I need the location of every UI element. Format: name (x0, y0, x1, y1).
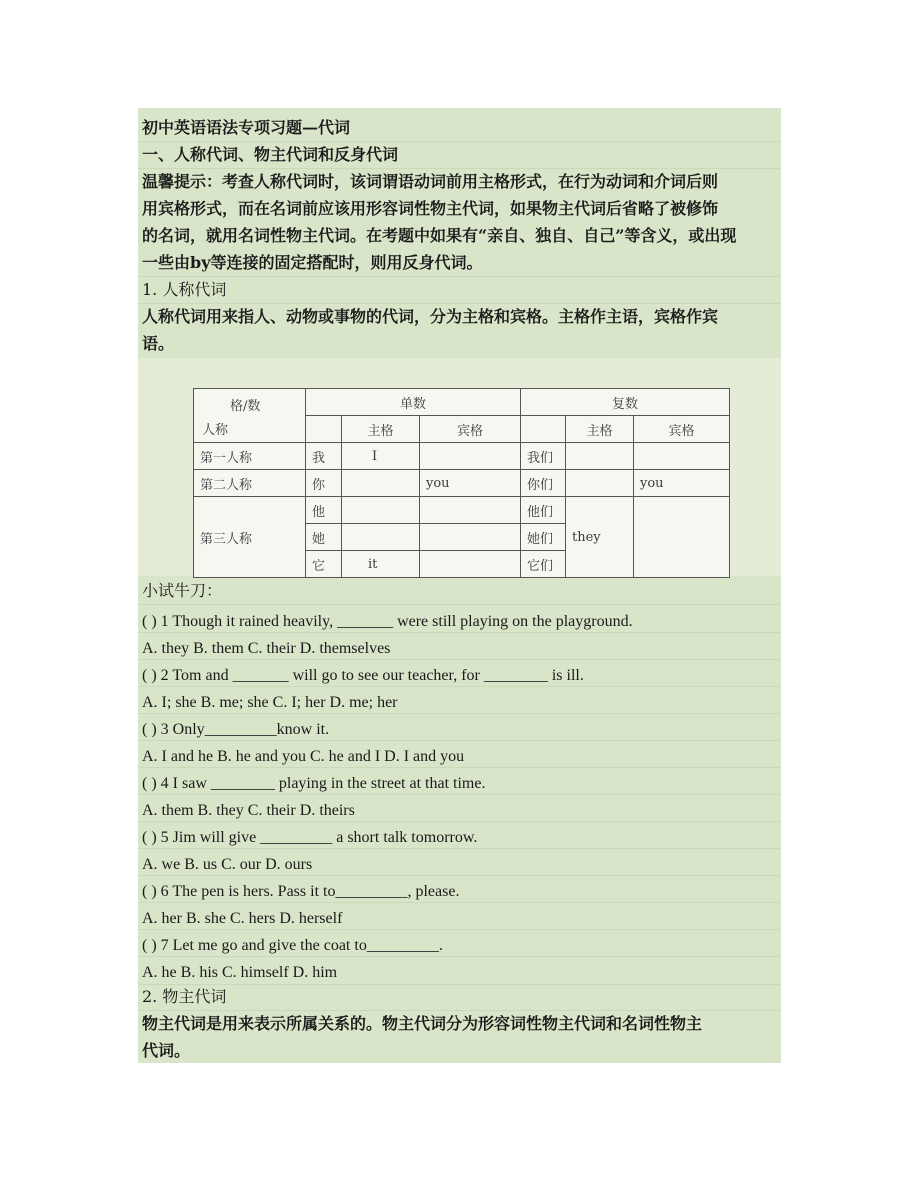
divider (138, 659, 781, 660)
divider (138, 632, 781, 633)
tip-line: 一些由by等连接的固定搭配时，则用反身代词。 (142, 253, 483, 272)
cn-pronoun: 它 (306, 551, 342, 578)
plural-header: 复数 (521, 389, 730, 416)
empty-cell (342, 524, 420, 551)
empty-cell (342, 497, 420, 524)
divider (138, 956, 781, 957)
cn-pronoun: 你 (306, 470, 342, 497)
empty-cell (420, 443, 521, 470)
person-label: 第一人称 (194, 443, 306, 470)
tip-line: 温馨提示：考查人称代词时，该词谓语动词前用主格形式，在行为动词和介词后则 (142, 172, 719, 191)
answer-options: A. we B. us C. our D. ours (142, 856, 313, 873)
answer-options: A. I and he B. he and you C. he and I D. I and you (142, 748, 465, 765)
question-text: ( ) 2 Tom and _______ will go to see our teacher, for ________ is ill. (142, 667, 584, 684)
object-header: 宾格 (634, 416, 730, 443)
paragraph-line: 代词。 (142, 1041, 191, 1060)
question-text: ( ) 1 Though it rained heavily, _______ were still playing on the playground. (142, 613, 633, 630)
divider (138, 929, 781, 930)
cn-pronoun: 他 (306, 497, 342, 524)
divider (138, 276, 781, 277)
en-pronoun: I (342, 443, 420, 470)
empty-cell (566, 470, 634, 497)
question-text: ( ) 7 Let me go and give the coat to_________. (142, 937, 443, 954)
divider (138, 848, 781, 849)
answer-options: A. he B. his C. himself D. him (142, 964, 338, 981)
empty-cell (521, 416, 566, 443)
question-text: ( ) 4 I saw ________ playing in the street at that time. (142, 775, 486, 792)
cn-pronoun: 他们 (521, 497, 566, 524)
person-label: 第二人称 (194, 470, 306, 497)
en-pronoun: it (342, 551, 420, 578)
divider (138, 984, 781, 985)
divider (138, 821, 781, 822)
object-header: 宾格 (420, 416, 521, 443)
question-text: ( ) 5 Jim will give _________ a short talk tomorrow. (142, 829, 478, 846)
paragraph-line: 物主代词是用来表示所属关系的。物主代词分为形容词性物主代词和名词性物主 (142, 1014, 703, 1033)
empty-cell (306, 416, 342, 443)
divider (138, 902, 781, 903)
answer-options: A. they B. them C. their D. themselves (142, 640, 391, 657)
cn-pronoun: 我 (306, 443, 342, 470)
divider (138, 303, 781, 304)
empty-cell (634, 497, 730, 578)
page-title: 初中英语语法专项习题—代词 (142, 118, 351, 137)
divider (138, 1010, 781, 1011)
en-pronoun: they (566, 497, 634, 578)
empty-cell (634, 443, 730, 470)
section-heading: 一、人称代词、物主代词和反身代词 (142, 145, 399, 164)
divider (138, 875, 781, 876)
empty-cell (342, 470, 420, 497)
answer-options: A. them B. they C. their D. theirs (142, 802, 355, 819)
practice-heading: 小试牛刀： (142, 581, 223, 600)
answer-options: A. I; she B. me; she C. I; her D. me; her (142, 694, 398, 711)
divider (138, 686, 781, 687)
cn-pronoun: 你们 (521, 470, 566, 497)
divider (138, 604, 781, 605)
pronoun-table (193, 388, 730, 578)
subsection-heading: 2. 物主代词 (142, 987, 227, 1006)
singular-header: 单数 (306, 389, 521, 416)
divider (138, 740, 781, 741)
divider (138, 168, 781, 169)
cn-pronoun: 她 (306, 524, 342, 551)
divider (138, 141, 781, 142)
divider (138, 767, 781, 768)
divider (138, 794, 781, 795)
subject-header: 主格 (566, 416, 634, 443)
empty-cell (420, 524, 521, 551)
subject-header: 主格 (342, 416, 420, 443)
answer-options: A. her B. she C. hers D. herself (142, 910, 343, 927)
subsection-heading: 1. 人称代词 (142, 280, 227, 299)
question-text: ( ) 6 The pen is hers. Pass it to_________, please. (142, 883, 460, 900)
empty-cell (420, 551, 521, 578)
corner-bottom-label: 人称 (202, 423, 229, 438)
empty-cell (420, 497, 521, 524)
en-pronoun: you (634, 470, 730, 497)
en-pronoun: you (420, 470, 521, 497)
person-label: 第三人称 (194, 497, 306, 578)
question-text: ( ) 3 Only_________know it. (142, 721, 330, 738)
table-corner-cell (194, 389, 306, 443)
tip-line: 用宾格形式，而在名词前应该用形容词性物主代词，如果物主代词后省略了被修饰 (142, 199, 719, 218)
cn-pronoun: 我们 (521, 443, 566, 470)
corner-top-label: 格/数 (230, 399, 261, 414)
cn-pronoun: 她们 (521, 524, 566, 551)
cn-pronoun: 它们 (521, 551, 566, 578)
divider (138, 713, 781, 714)
paragraph-line: 语。 (142, 334, 175, 353)
paragraph-line: 人称代词用来指人、动物或事物的代词，分为主格和宾格。主格作主语，宾格作宾 (142, 307, 719, 326)
tip-line: 的名词，就用名词性物主代词。在考题中如果有“亲自、独自、自己”等含义，或出现 (142, 226, 737, 245)
empty-cell (566, 443, 634, 470)
